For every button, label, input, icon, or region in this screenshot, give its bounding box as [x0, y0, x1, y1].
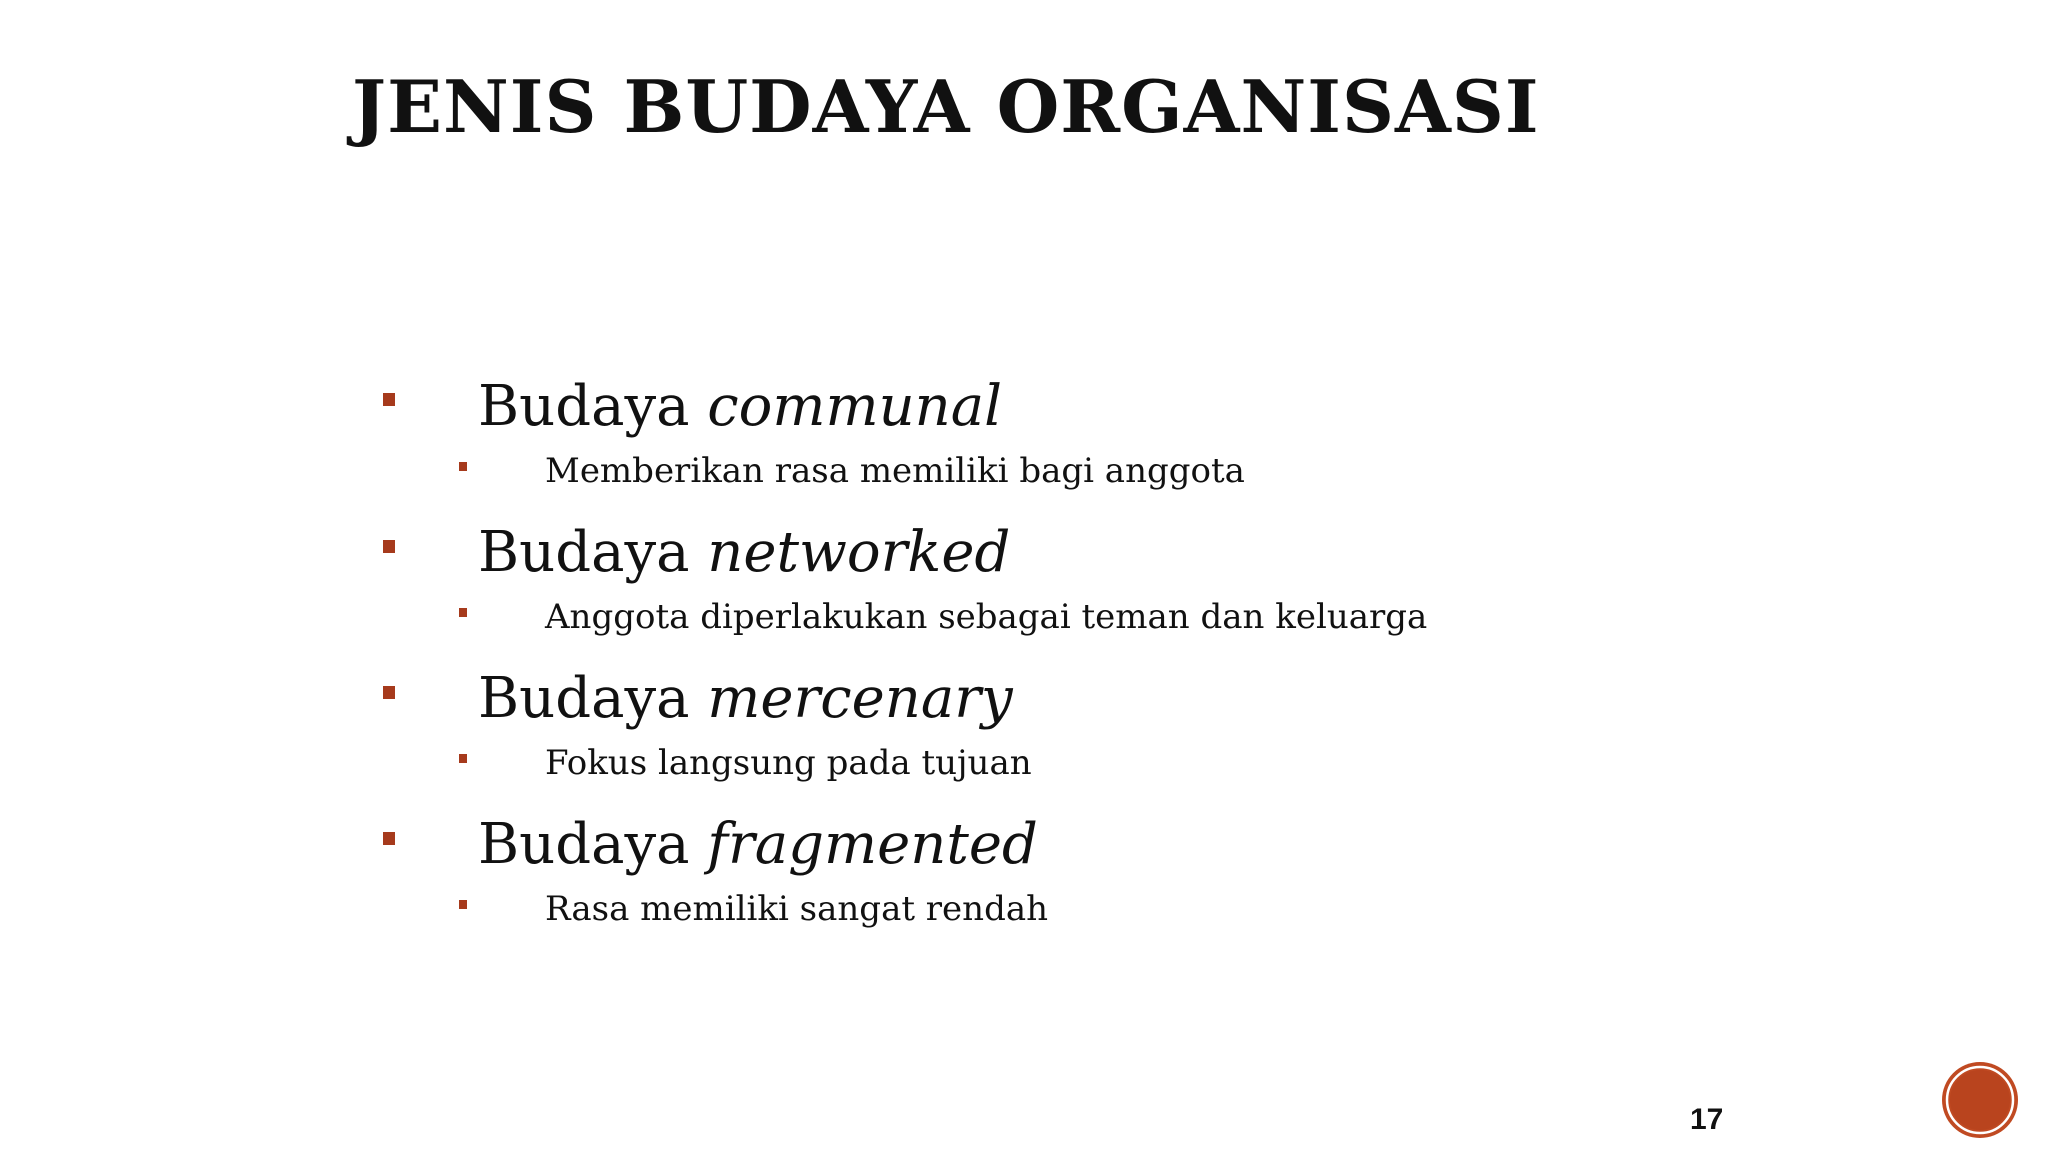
square-bullet-icon — [459, 608, 467, 617]
list-item-term: communal — [707, 374, 1002, 439]
list-item-term: mercenary — [707, 666, 1013, 731]
list-item-detail: Memberikan rasa memiliki bagi anggota — [545, 451, 1245, 491]
list-item-detail: Anggota diperlakukan sebagai teman dan keluarga — [545, 597, 1428, 637]
list-item-heading — [478, 372, 1002, 442]
list-item-term: networked — [707, 520, 1011, 585]
page-number: 17 — [1690, 1103, 1724, 1136]
orange-circle-badge-icon — [1940, 1060, 2020, 1140]
list-item-heading — [478, 664, 1013, 734]
list-item-prefix: Budaya — [478, 374, 708, 439]
list-item-heading — [478, 518, 1010, 588]
list-item-detail: Fokus langsung pada tujuan — [545, 743, 1032, 783]
square-bullet-icon — [383, 832, 395, 845]
square-bullet-icon — [459, 900, 467, 909]
list-item-prefix: Budaya — [478, 666, 708, 731]
square-bullet-icon — [383, 393, 395, 406]
square-bullet-icon — [383, 540, 395, 553]
square-bullet-icon — [383, 686, 395, 699]
list-item-prefix: Budaya — [478, 812, 708, 877]
square-bullet-icon — [459, 462, 467, 471]
list-item-prefix: Budaya — [478, 520, 708, 585]
square-bullet-icon — [459, 754, 467, 763]
list-item-detail: Rasa memiliki sangat rendah — [545, 889, 1049, 929]
list-item-term: fragmented — [707, 812, 1038, 877]
slide-title: JENIS BUDAYA ORGANISASI — [352, 64, 1540, 149]
list-item-heading — [478, 810, 1038, 880]
